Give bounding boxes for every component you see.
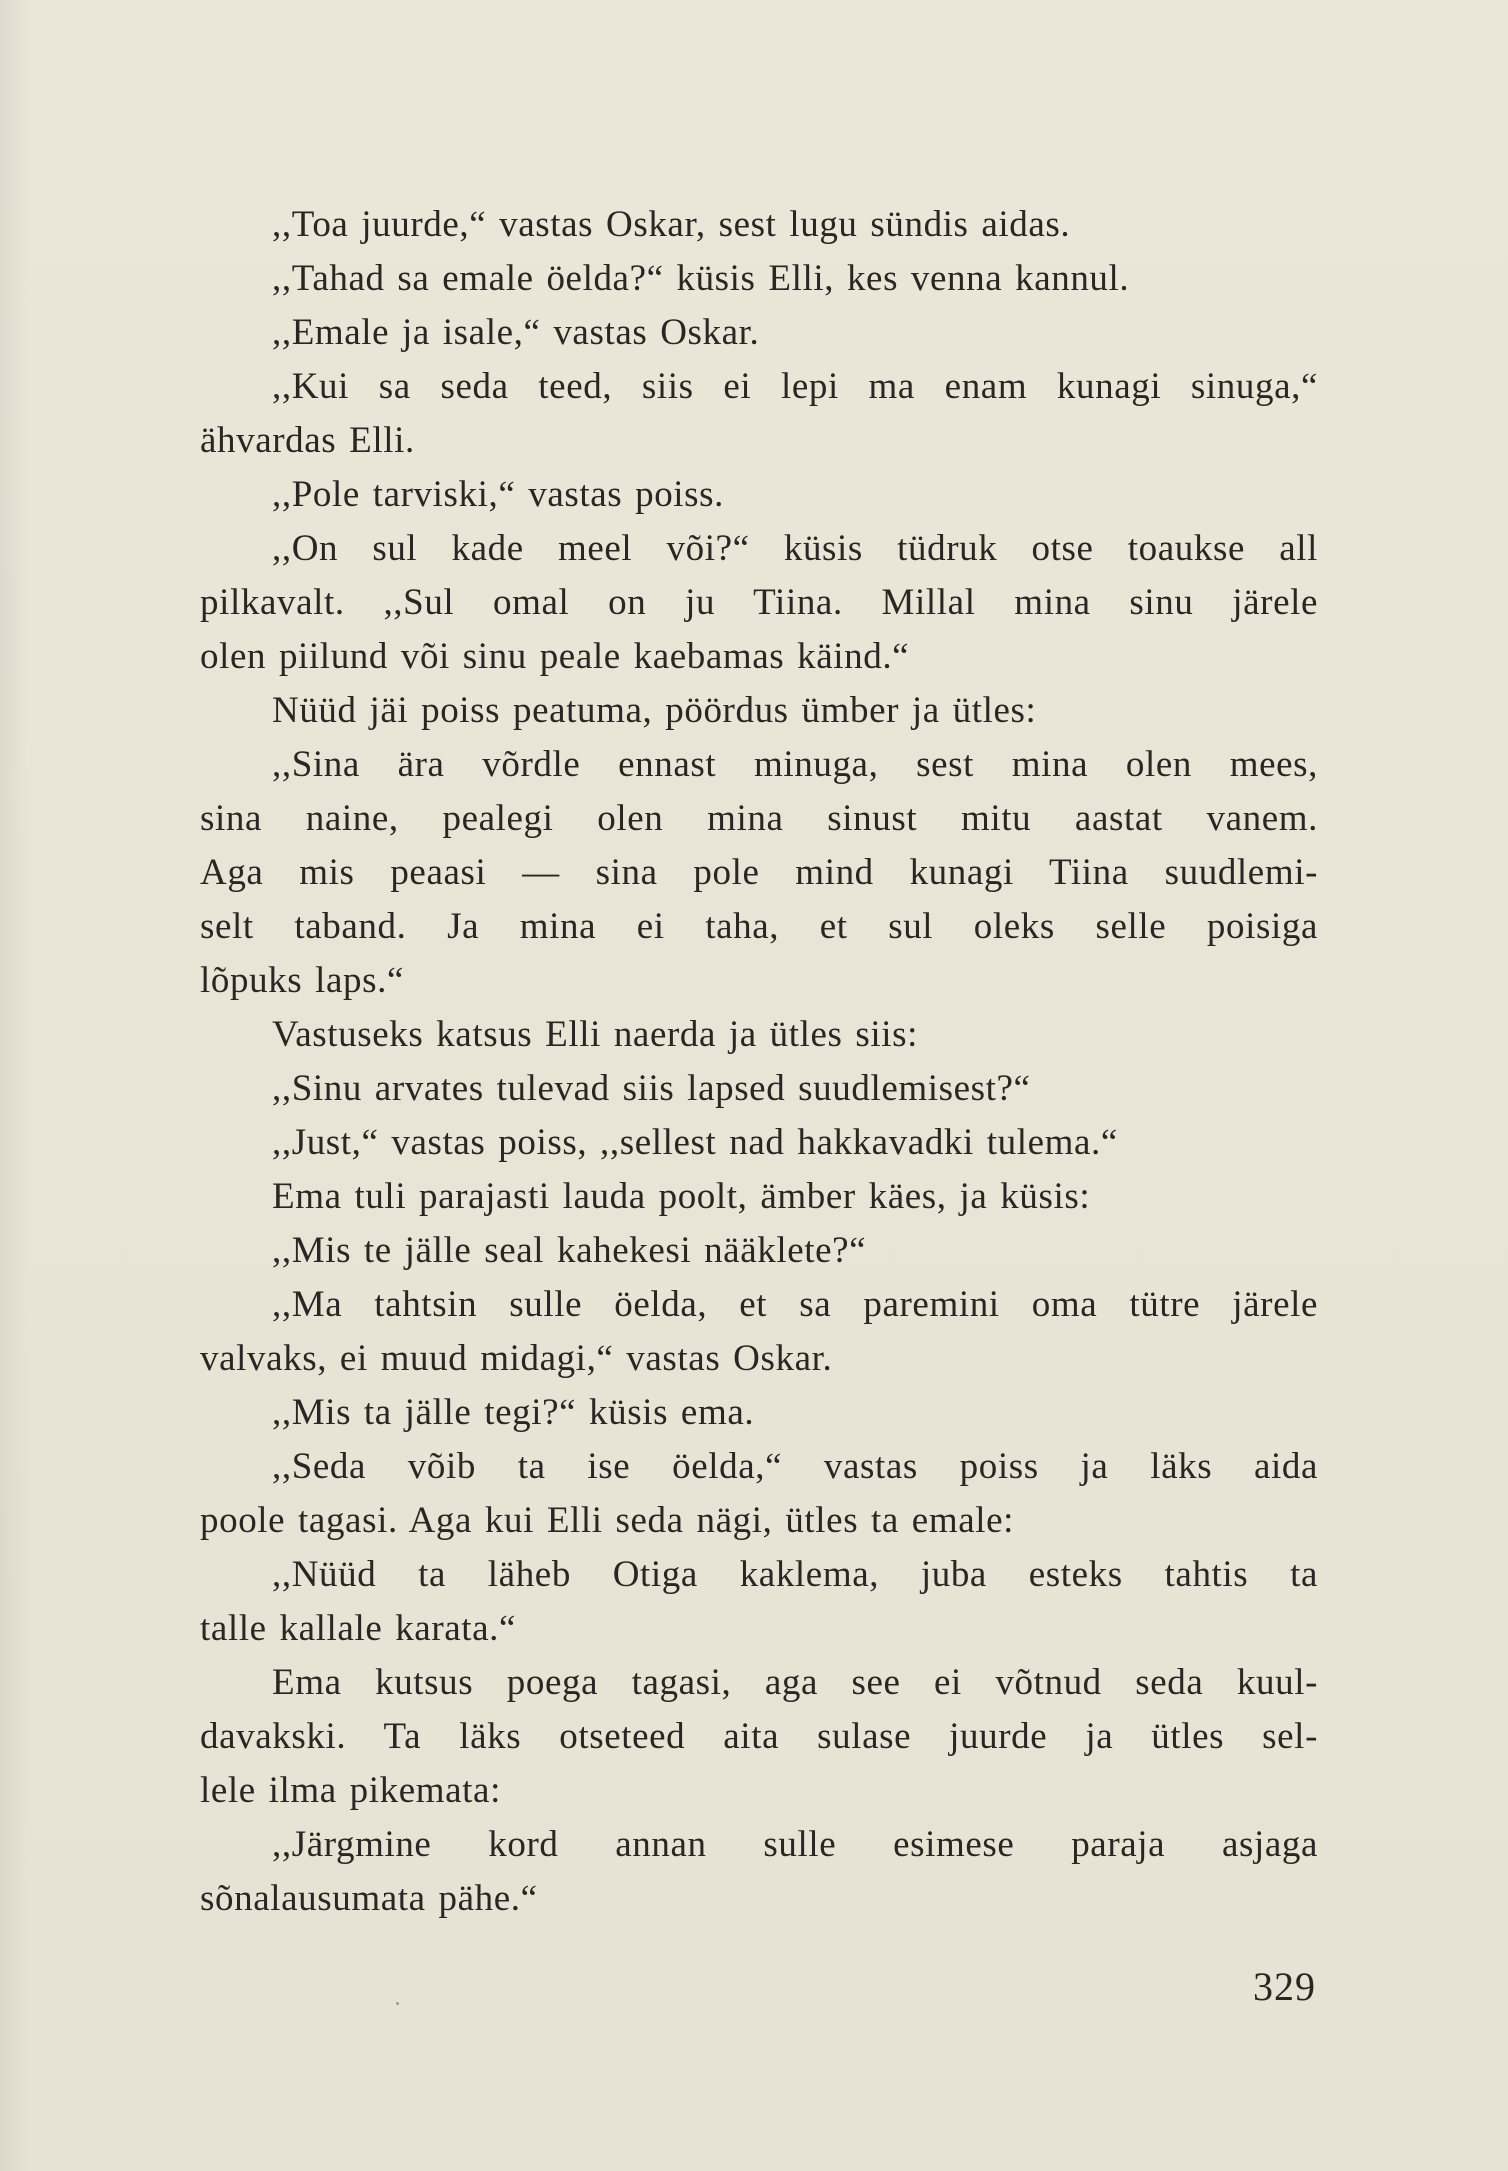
text-line: lõpuks laps.“ xyxy=(200,960,405,1001)
text-line: sina naine, pealegi olen mina sinust mitu aastat vanem. xyxy=(200,798,1318,839)
text-line: ,,Seda võib ta ise öelda,“ vastas poiss ja läks aida xyxy=(272,1446,1318,1487)
text-line: ,,Kui sa seda teed, siis ei lepi ma enam kunagi sinuga,“ xyxy=(272,366,1318,407)
paper-speck xyxy=(396,2002,399,2005)
text-line: ,,Mis ta jälle tegi?“ küsis ema. xyxy=(272,1392,755,1433)
text-line: valvaks, ei muud midagi,“ vastas Oskar. xyxy=(200,1338,833,1379)
text-line: ,,Just,“ vastas poiss, ,,sellest nad hakkavadki tulema.“ xyxy=(272,1122,1118,1163)
page-number: 329 xyxy=(1253,1964,1316,2009)
text-line: ,,Nüüd ta läheb Otiga kaklema, juba esteks tahtis ta xyxy=(272,1554,1318,1595)
text-line: pilkavalt. ,,Sul omal on ju Tiina. Millal mina sinu järele xyxy=(200,582,1318,623)
text-line: ,,On sul kade meel või?“ küsis tüdruk otse toaukse all xyxy=(272,528,1318,569)
text-line: Nüüd jäi poiss peatuma, pöördus ümber ja ütles: xyxy=(272,690,1037,731)
text-line: ,,Toa juurde,“ vastas Oskar, sest lugu sündis aidas. xyxy=(272,204,1071,245)
text-line: lele ilma pikemata: xyxy=(200,1770,501,1811)
text-line: talle kallale karata.“ xyxy=(200,1608,517,1649)
text-line: ähvardas Elli. xyxy=(200,420,415,461)
text-line: sõnalausumata pähe.“ xyxy=(200,1878,538,1919)
text-line: ,,Mis te jälle seal kahekesi nääklete?“ xyxy=(272,1230,867,1271)
text-line: ,,Tahad sa emale öelda?“ küsis Elli, kes venna kannul. xyxy=(272,258,1130,299)
text-line: Ema kutsus poega tagasi, aga see ei võtnud seda kuul- xyxy=(272,1662,1318,1703)
text-line: Ema tuli parajasti lauda poolt, ämber käes, ja küsis: xyxy=(272,1176,1091,1217)
body-text xyxy=(200,198,1318,1926)
text-line: ,,Sina ära võrdle ennast minuga, sest mina olen mees, xyxy=(272,744,1318,785)
text-line: selt taband. Ja mina ei taha, et sul oleks selle poisiga xyxy=(200,906,1318,947)
text-line: Aga mis peaasi — sina pole mind kunagi Tiina suudlemi- xyxy=(200,852,1318,893)
text-line: Vastuseks katsus Elli naerda ja ütles siis: xyxy=(272,1014,918,1055)
text-line: ,,Pole tarviski,“ vastas poiss. xyxy=(272,474,725,515)
text-line: poole tagasi. Aga kui Elli seda nägi, ütles ta emale: xyxy=(200,1500,1015,1541)
text-line: ,,Emale ja isale,“ vastas Oskar. xyxy=(272,312,760,353)
text-line: olen piilund või sinu peale kaebamas käind.“ xyxy=(200,636,910,677)
text-line: ,,Järgmine kord annan sulle esimese paraja asjaga xyxy=(272,1824,1318,1865)
text-line: ,,Ma tahtsin sulle öelda, et sa paremini oma tütre järele xyxy=(272,1284,1318,1325)
text-line: ,,Sinu arvates tulevad siis lapsed suudlemisest?“ xyxy=(272,1068,1031,1109)
text-line: davakski. Ta läks otseteed aita sulase juurde ja ütles sel- xyxy=(200,1716,1318,1757)
